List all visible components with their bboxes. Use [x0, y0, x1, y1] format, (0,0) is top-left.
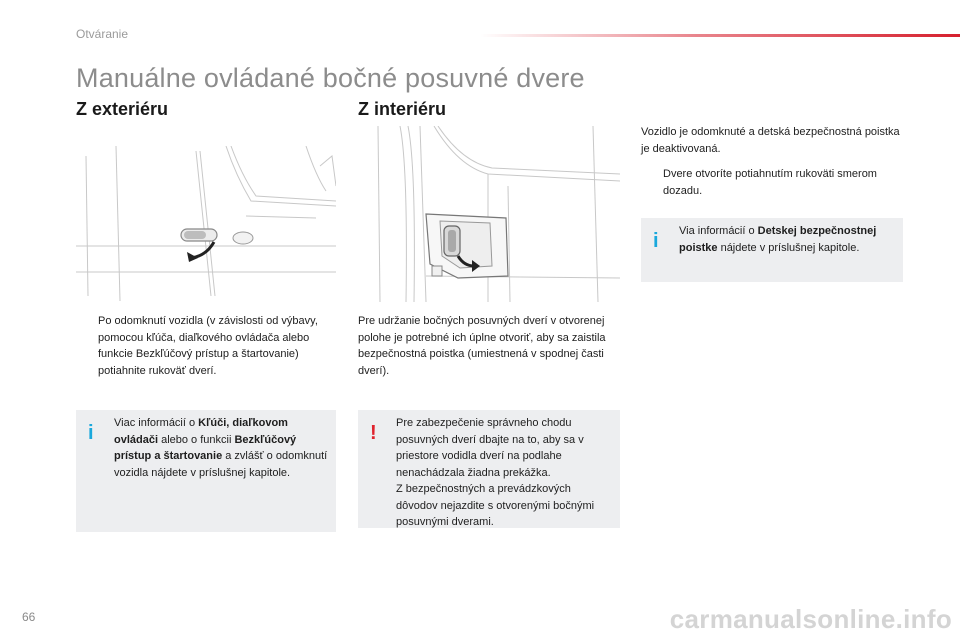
- vehicle-status-text: Vozidlo je odomknuté a detská bezpečnostná poistka je deaktivovaná.: [641, 126, 900, 155]
- info-icon: i: [88, 422, 94, 444]
- note-text-part: Via informácií o: [679, 225, 758, 237]
- interior-instruction: Pre udržanie bočných posuvných dverí v otvorenej polohe je potrebné ich úplne otvoriť, aby sa zaistila bezpečnostná poistka (umiestnená v spodnej časti dverí).: [358, 315, 606, 377]
- watermark: carmanualsonline.info: [669, 604, 952, 634]
- heading-interior: Z interiéru: [358, 99, 447, 119]
- warning-text-2: Z bezpečnostných a prevádzkových dôvodov nejazdite s otvorenými bočnými posuvnými dverami.: [396, 483, 595, 528]
- warning-note-safety: [358, 410, 620, 528]
- note-text-bold: Kľúči, diaľkovom ovládači: [114, 417, 288, 446]
- page-number: 66: [22, 610, 36, 624]
- warning-icon: !: [370, 422, 377, 444]
- exterior-door-illustration: [76, 146, 336, 301]
- info-note-keys-text: [114, 415, 328, 481]
- note-text-part: a zvlášť o odomknutí vozidla nájdete v príslušnej kapitole.: [114, 450, 328, 479]
- warning-text-1: Pre zabezpečenie správneho chodu posuvných dverí dbajte na to, aby sa v priestore vodidla dverí na podlahe nenachádzala žiadna prekážka.: [396, 417, 584, 479]
- info-icon: i: [653, 230, 659, 252]
- interior-door-illustration: [358, 126, 620, 302]
- bullet-marker: [641, 166, 663, 199]
- header-rule: [480, 34, 960, 37]
- note-text-part: Viac informácií o: [114, 417, 199, 429]
- open-instruction-text: Dvere otvoríte potiahnutím rukoväti smerom dozadu.: [663, 168, 877, 197]
- note-text-bold: Detskej bezpečnostnej poistke: [679, 225, 877, 254]
- note-text-part: alebo o funkcii: [158, 433, 235, 446]
- door-handle-interior-drawing: [358, 126, 620, 302]
- exterior-instruction-text: Po odomknutí vozidla (v závislosti od výbavy, pomocou kľúča, diaľkového ovládača alebo funkcie Bezkľúčový prístup a štartovanie) potiahnite rukoväť dverí.: [98, 315, 318, 377]
- note-text-part: nájdete v príslušnej kapitole.: [717, 241, 860, 254]
- exterior-instruction: [76, 313, 338, 379]
- info-note-child-lock: [641, 218, 903, 282]
- info-note-child-lock-text: [679, 223, 895, 256]
- open-instruction: [641, 166, 903, 199]
- info-note-keys: [76, 410, 336, 532]
- bullet-marker: [76, 313, 98, 379]
- heading-exterior: Z exteriéru: [76, 99, 169, 119]
- note-text-bold: Bezkľúčový prístup a štartovanie: [114, 433, 297, 462]
- door-handle-exterior-drawing: [76, 146, 336, 301]
- page-title: Manuálne ovládané bočné posuvné dvere: [76, 63, 585, 93]
- warning-note-text: [396, 415, 612, 531]
- section-label: Otváranie: [76, 27, 129, 41]
